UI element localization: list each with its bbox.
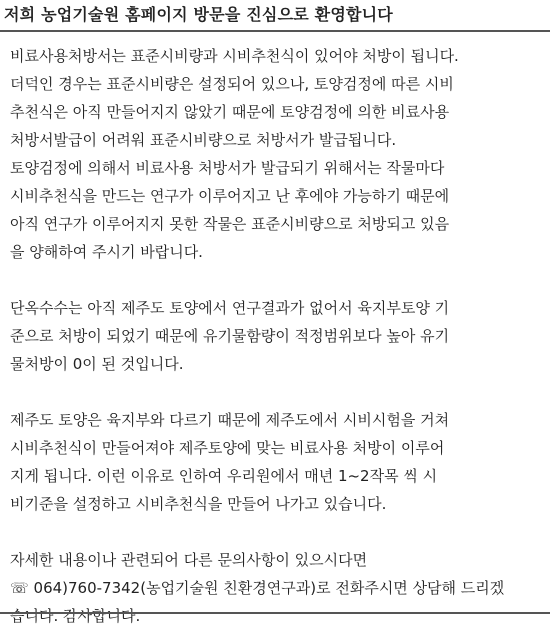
text-line: 자세한 내용이나 관련되어 다른 문의사항이 있으시다면 xyxy=(10,551,368,569)
text-line: 더덕인 경우는 표준시비량은 설정되어 있으나, 토양검정에 따른 시비 xyxy=(10,75,454,93)
text-line: 비료사용처방서는 표준시비량과 시비추천식이 있어야 처방이 됩니다. xyxy=(10,47,459,65)
paragraph-prescription-info xyxy=(10,42,540,266)
text-line: 습니다. 감사합니다. xyxy=(10,607,141,625)
paragraph-spacer xyxy=(10,266,540,294)
text-line: 을 양해하여 주시기 바랍니다. xyxy=(10,243,203,261)
text-line: 시비추천식을 만드는 연구가 이루어지고 난 후에야 가능하기 때문에 xyxy=(10,187,450,205)
phone-contact-line: ☏ 064)760-7342(농업기술원 친환경연구과)로 전화주시면 상담해 드리겠 xyxy=(10,579,505,597)
text-line: 아직 연구가 이루어지지 못한 작물은 표준시비량으로 처방되고 있음 xyxy=(10,215,450,233)
text-line: 단옥수수는 아직 제주도 토양에서 연구결과가 없어서 육지부토양 기 xyxy=(10,299,450,317)
paragraph-spacer xyxy=(10,378,540,406)
text-line: 토양검정에 의해서 비료사용 처방서가 발급되기 위해서는 작물마다 xyxy=(10,159,445,177)
paragraph-contact xyxy=(10,546,540,630)
paragraph-sweet-corn xyxy=(10,294,540,378)
text-line: 제주도 토양은 육지부와 다르기 때문에 제주도에서 시비시험을 거쳐 xyxy=(10,411,450,429)
paragraph-jeju-soil xyxy=(10,406,540,518)
text-line: 비기준을 설정하고 시비추천식을 만들어 나가고 있습니다. xyxy=(10,495,387,513)
page-title: 저희 농업기술원 홈페이지 방문을 진심으로 환영합니다 xyxy=(4,5,393,24)
bottom-divider xyxy=(0,612,550,614)
text-line: 추천식은 아직 만들어지지 않았기 때문에 토양검정에 의한 비료사용 xyxy=(10,103,450,121)
text-line: 준으로 처방이 되었기 때문에 유기물함량이 적정범위보다 높아 유기 xyxy=(10,327,450,345)
text-line: 물처방이 0이 된 것입니다. xyxy=(10,355,184,373)
text-line: 처방서발급이 어려워 표준시비량으로 처방서가 발급됩니다. xyxy=(10,131,397,149)
document-body xyxy=(10,42,540,630)
paragraph-spacer xyxy=(10,518,540,546)
text-line: 시비추천식이 만들어져야 제주토양에 맞는 비료사용 처방이 이루어 xyxy=(10,439,445,457)
title-divider xyxy=(0,30,550,32)
text-line: 지게 됩니다. 이런 이유로 인하여 우리원에서 매년 1~2작목 씩 시 xyxy=(10,467,438,485)
